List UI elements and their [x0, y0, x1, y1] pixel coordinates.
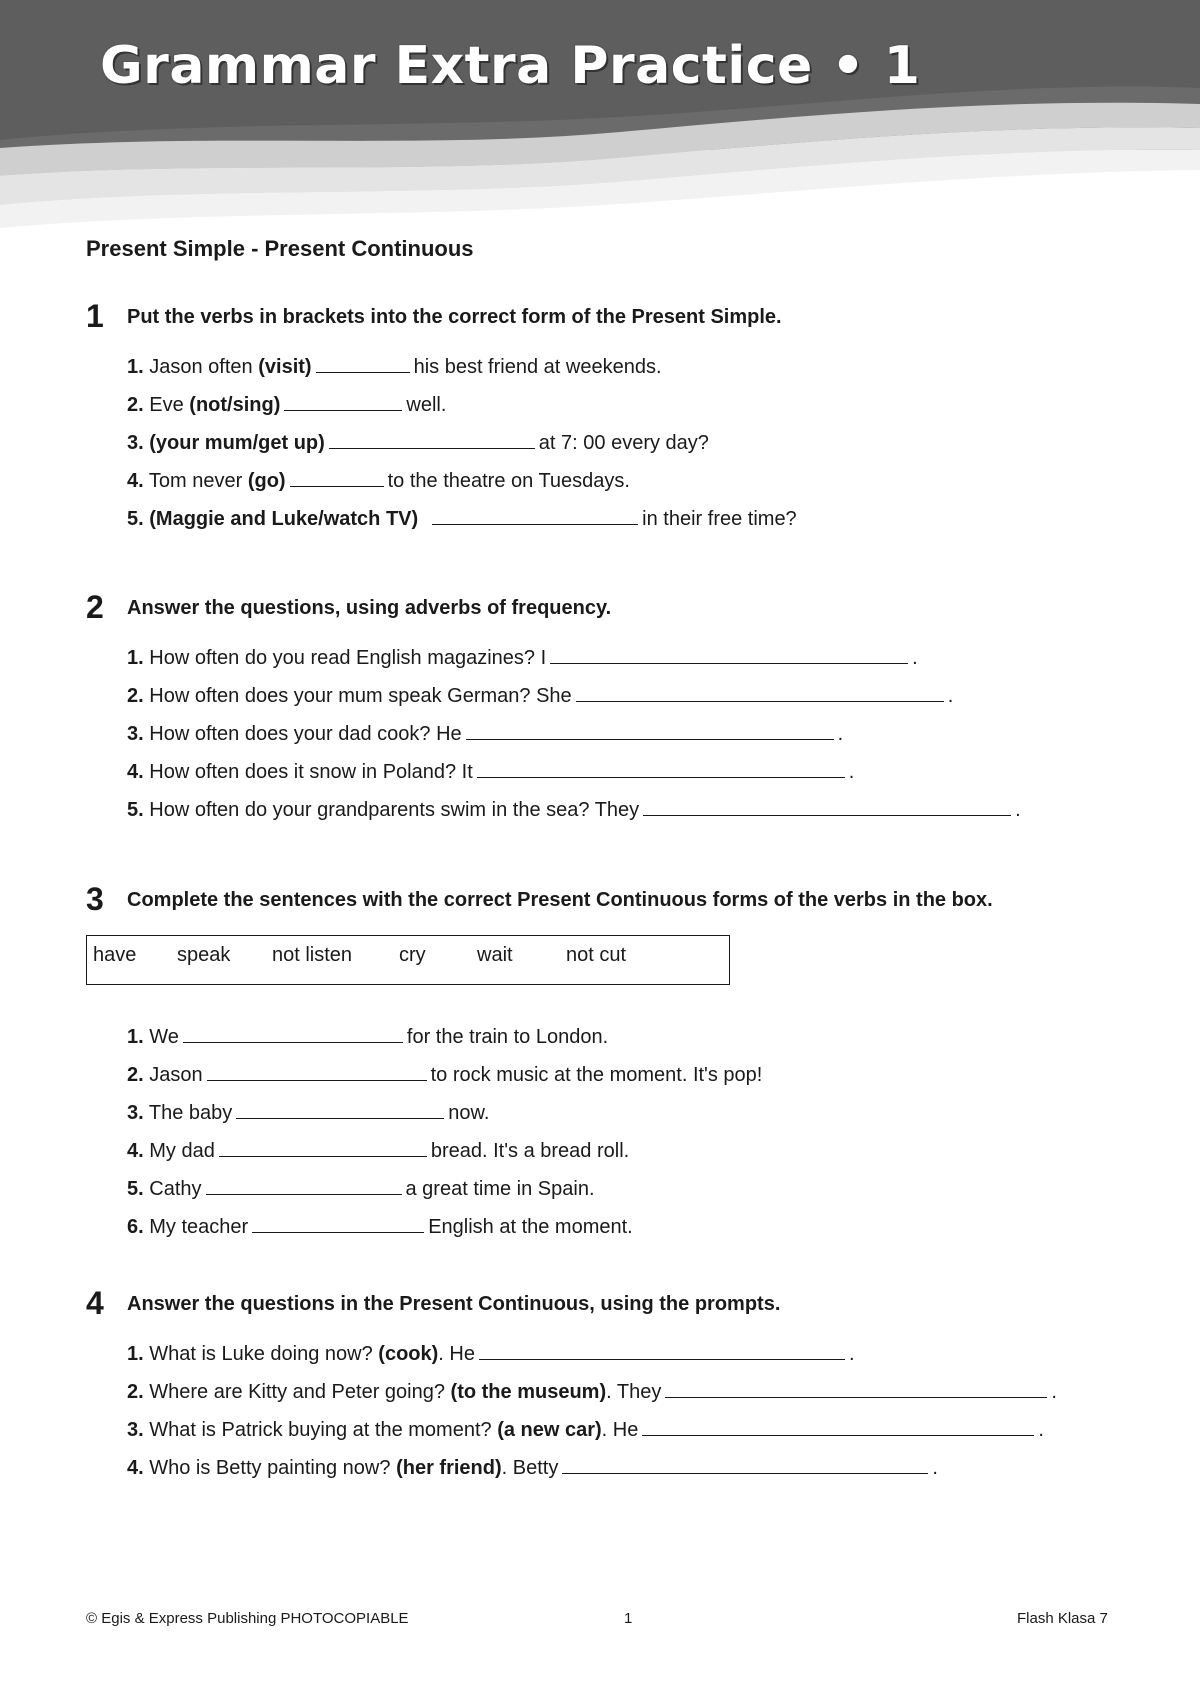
page-title: Grammar Extra Practice • 1 [100, 36, 921, 96]
exercise-item: 4. How often does it snow in Poland? It . [127, 761, 855, 783]
word-box [86, 935, 730, 985]
exercise-item: 5. (Maggie and Luke/watch TV) in their free time? [127, 508, 797, 530]
answer-blank[interactable] [562, 1455, 928, 1474]
footer-course: Flash Klasa 7 [1017, 1610, 1108, 1627]
answer-blank[interactable] [643, 797, 1011, 816]
answer-blank[interactable] [665, 1379, 1047, 1398]
exercise-item: 3. The baby now. [127, 1102, 490, 1124]
exercise-item: 3. How often does your dad cook? He . [127, 723, 844, 745]
word-box-item: not listen [272, 944, 353, 966]
exercise-list [127, 645, 1021, 835]
footer-page-number: 1 [624, 1610, 633, 1627]
answer-blank[interactable] [466, 721, 834, 740]
footer-copyright: © Egis & Express Publishing PHOTOCOPIABLE [86, 1610, 409, 1627]
answer-blank[interactable] [207, 1062, 427, 1081]
exercise-item: 3. What is Patrick buying at the moment? (a new car). He . [127, 1419, 1044, 1441]
exercise-item: 4. Who is Betty painting now? (her friend). Betty . [127, 1457, 938, 1479]
section-number: 3 [86, 881, 104, 917]
exercise-list [127, 354, 797, 544]
exercise-item: 2. Where are Kitty and Peter going? (to the museum). They . [127, 1381, 1057, 1403]
exercise-item: 3. (your mum/get up) at 7: 00 every day? [127, 432, 709, 454]
section-instruction: Answer the questions, using adverbs of frequency. [127, 597, 612, 619]
exercise-item: 1. What is Luke doing now? (cook). He . [127, 1343, 855, 1365]
exercise-list [127, 1024, 762, 1252]
exercise-item: 1. We for the train to London. [127, 1026, 609, 1048]
section-instruction: Complete the sentences with the correct Present Continuous forms of the verbs in the box. [127, 889, 993, 911]
wave-decoration [0, 0, 1200, 230]
exercise-item: 5. How often do your grandparents swim in the sea? They . [127, 799, 1021, 821]
answer-blank[interactable] [236, 1100, 444, 1119]
answer-blank[interactable] [290, 468, 384, 487]
exercise-item: 6. My teacher English at the moment. [127, 1216, 633, 1238]
answer-blank[interactable] [316, 354, 410, 373]
answer-blank[interactable] [576, 683, 944, 702]
word-box-item: have [93, 944, 137, 966]
exercise-item: 2. How often does your mum speak German? She . [127, 685, 954, 707]
answer-blank[interactable] [284, 392, 402, 411]
exercise-item: 5. Cathy a great time in Spain. [127, 1178, 595, 1200]
exercise-item: 2. Eve (not/sing) well. [127, 394, 447, 416]
exercise-item: 4. Tom never (go) to the theatre on Tuesdays. [127, 470, 630, 492]
exercise-item: 1. How often do you read English magazines? I . [127, 647, 918, 669]
word-box-item: wait [477, 944, 513, 966]
answer-blank[interactable] [183, 1024, 403, 1043]
header-banner [0, 0, 1200, 230]
section-instruction: Put the verbs in brackets into the correct form of the Present Simple. [127, 306, 782, 328]
section-number: 4 [86, 1285, 104, 1321]
section-instruction: Answer the questions in the Present Continuous, using the prompts. [127, 1293, 781, 1315]
answer-blank[interactable] [329, 430, 535, 449]
answer-blank[interactable] [477, 759, 845, 778]
word-box-item: cry [399, 944, 426, 966]
word-box-item: not cut [566, 944, 627, 966]
answer-blank[interactable] [479, 1341, 845, 1360]
answer-blank[interactable] [206, 1176, 402, 1195]
exercise-list [127, 1341, 1057, 1493]
section-number: 1 [86, 298, 104, 334]
answer-blank[interactable] [642, 1417, 1034, 1436]
exercise-item: 2. Jason to rock music at the moment. It's pop! [127, 1064, 763, 1086]
answer-blank[interactable] [252, 1214, 424, 1233]
section-number: 2 [86, 589, 104, 625]
word-box-item: speak [177, 944, 231, 966]
exercise-item: 4. My dad bread. It's a bread roll. [127, 1140, 630, 1162]
answer-blank[interactable] [432, 506, 638, 525]
answer-blank[interactable] [550, 645, 908, 664]
exercise-item: 1. Jason often (visit) his best friend at weekends. [127, 356, 662, 378]
answer-blank[interactable] [219, 1138, 427, 1157]
subtitle: Present Simple - Present Continuous [86, 236, 474, 261]
